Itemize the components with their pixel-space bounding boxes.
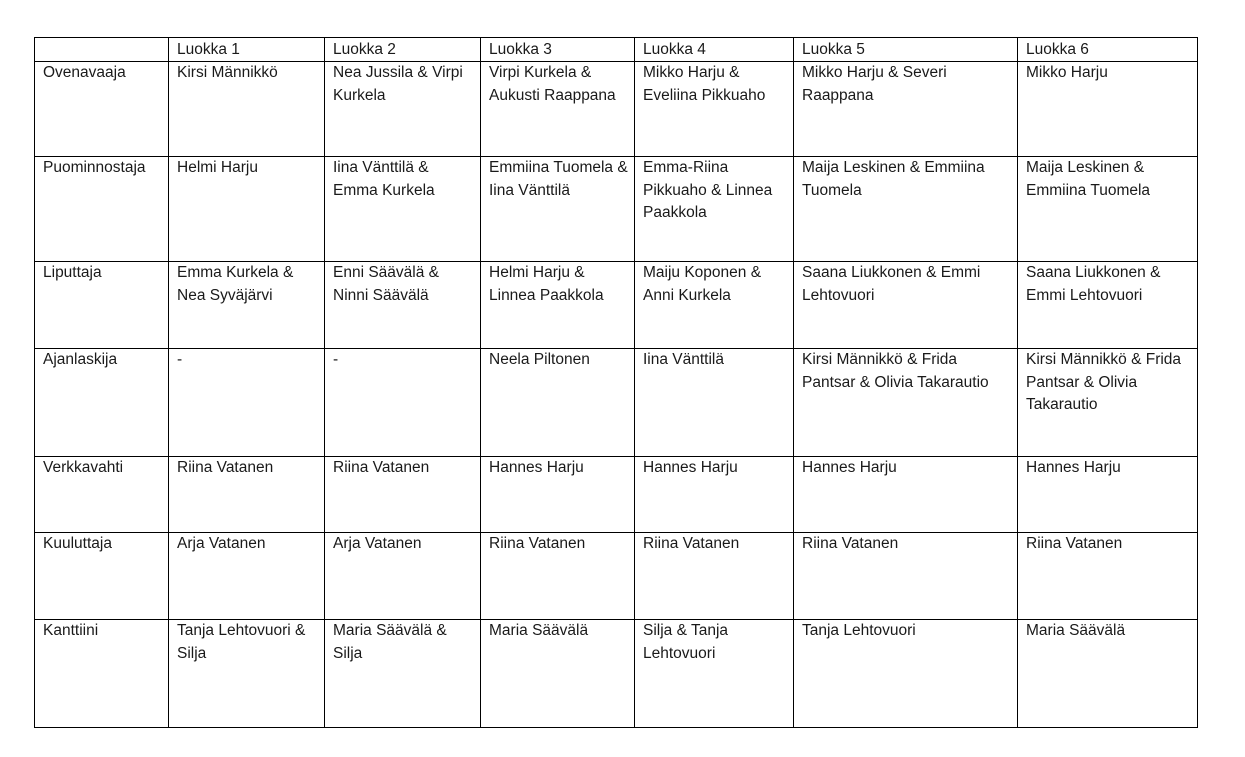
table-cell: Arja Vatanen [169, 533, 325, 620]
table-cell: Riina Vatanen [794, 533, 1018, 620]
table-cell: Kirsi Männikkö & Frida Pantsar & Olivia Takarautio [794, 349, 1018, 457]
table-cell: Helmi Harju [169, 157, 325, 262]
role-label: Ajanlaskija [35, 349, 169, 457]
table-cell: Tanja Lehtovuori [794, 620, 1018, 728]
header-cell-corner [35, 38, 169, 62]
table-cell: Enni Säävälä & Ninni Säävälä [325, 262, 481, 349]
table-cell: Virpi Kurkela & Aukusti Raappana [481, 62, 635, 157]
table-row [35, 62, 1198, 157]
table-cell: Emma Kurkela & Nea Syväjärvi [169, 262, 325, 349]
header-cell-luokka-1: Luokka 1 [169, 38, 325, 62]
table-cell: Maria Säävälä & Silja [325, 620, 481, 728]
role-label: Kuuluttaja [35, 533, 169, 620]
table-cell: Emmiina Tuomela & Iina Vänttilä [481, 157, 635, 262]
table-cell: Maija Leskinen & Emmiina Tuomela [1018, 157, 1198, 262]
table-cell: Saana Liukkonen & Emmi Lehtovuori [1018, 262, 1198, 349]
table-cell: Maria Säävälä [1018, 620, 1198, 728]
table-cell: Mikko Harju & Eveliina Pikkuaho [635, 62, 794, 157]
header-cell-luokka-4: Luokka 4 [635, 38, 794, 62]
table-cell: Riina Vatanen [1018, 533, 1198, 620]
table-row [35, 349, 1198, 457]
header-cell-luokka-6: Luokka 6 [1018, 38, 1198, 62]
role-label: Verkkavahti [35, 457, 169, 533]
table-row [35, 533, 1198, 620]
table-cell: Neela Piltonen [481, 349, 635, 457]
table-cell: Emma-Riina Pikkuaho & Linnea Paakkola [635, 157, 794, 262]
role-label: Liputtaja [35, 262, 169, 349]
role-label: Kanttiini [35, 620, 169, 728]
table-cell: Hannes Harju [794, 457, 1018, 533]
header-cell-luokka-2: Luokka 2 [325, 38, 481, 62]
table-cell: Iina Vänttilä & Emma Kurkela [325, 157, 481, 262]
header-row [35, 38, 1198, 62]
table-row [35, 457, 1198, 533]
table-cell: Riina Vatanen [635, 533, 794, 620]
duty-schedule-table [34, 37, 1198, 728]
table-cell: Maria Säävälä [481, 620, 635, 728]
table-cell: - [325, 349, 481, 457]
table-row [35, 262, 1198, 349]
header-cell-luokka-5: Luokka 5 [794, 38, 1018, 62]
role-label: Puominnostaja [35, 157, 169, 262]
table-cell: Iina Vänttilä [635, 349, 794, 457]
table-cell: - [169, 349, 325, 457]
table-cell: Helmi Harju & Linnea Paakkola [481, 262, 635, 349]
table-row [35, 620, 1198, 728]
table-cell: Arja Vatanen [325, 533, 481, 620]
table-cell: Maiju Koponen & Anni Kurkela [635, 262, 794, 349]
table-cell: Silja & Tanja Lehtovuori [635, 620, 794, 728]
table-cell: Hannes Harju [1018, 457, 1198, 533]
table-cell: Mikko Harju [1018, 62, 1198, 157]
table-cell: Kirsi Männikkö [169, 62, 325, 157]
table-cell: Riina Vatanen [481, 533, 635, 620]
table-cell: Riina Vatanen [325, 457, 481, 533]
table-cell: Hannes Harju [635, 457, 794, 533]
header-cell-luokka-3: Luokka 3 [481, 38, 635, 62]
table-row [35, 157, 1198, 262]
role-label: Ovenavaaja [35, 62, 169, 157]
table-cell: Tanja Lehtovuori & Silja [169, 620, 325, 728]
table-cell: Maija Leskinen & Emmiina Tuomela [794, 157, 1018, 262]
table-cell: Riina Vatanen [169, 457, 325, 533]
table-cell: Kirsi Männikkö & Frida Pantsar & Olivia Takarautio [1018, 349, 1198, 457]
table-cell: Saana Liukkonen & Emmi Lehtovuori [794, 262, 1018, 349]
table-cell: Hannes Harju [481, 457, 635, 533]
table-cell: Nea Jussila & Virpi Kurkela [325, 62, 481, 157]
table-cell: Mikko Harju & Severi Raappana [794, 62, 1018, 157]
